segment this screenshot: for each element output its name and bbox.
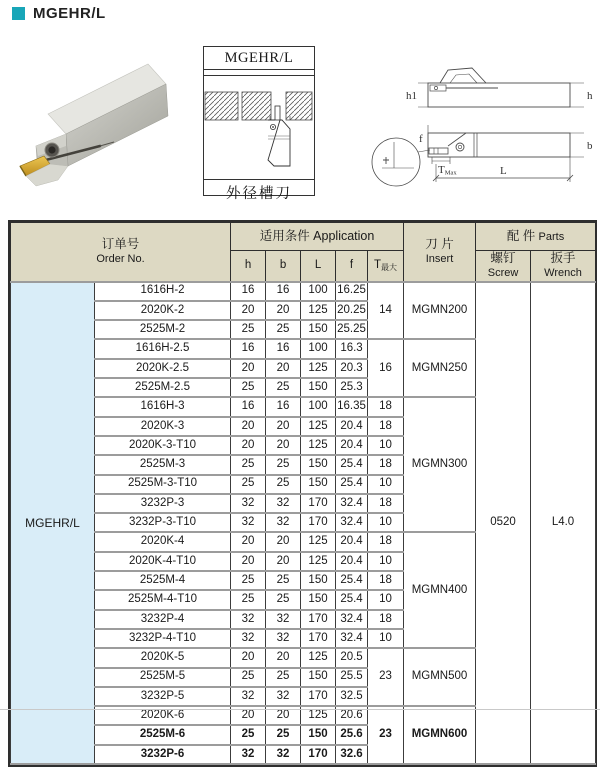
l-cell: 125 (301, 648, 336, 667)
h-cell: 20 (231, 706, 266, 725)
tool-body (268, 120, 290, 166)
f-cell: 20.5 (336, 648, 368, 667)
b-cell: 20 (266, 417, 301, 436)
order-no-cell: 2020K-3-T10 (95, 436, 231, 455)
label-b: b (587, 140, 593, 152)
l-cell: 150 (301, 725, 336, 744)
tmax-cell: 23 (368, 706, 404, 764)
b-dim-ticks (570, 133, 584, 157)
f-cell: 20.4 (336, 417, 368, 436)
b-cell: 20 (266, 552, 301, 571)
diagram-caption: 外径槽刀 (204, 179, 314, 203)
f-cell: 32.4 (336, 629, 368, 648)
l-cell: 170 (301, 494, 336, 513)
order-no-cell: 2525M-4 (95, 571, 231, 590)
detail-lines (382, 142, 414, 168)
l-cell: 125 (301, 552, 336, 571)
f-cell: 32.4 (336, 610, 368, 629)
top-view-insert-ticks (434, 148, 438, 154)
h-cell: 32 (231, 494, 266, 513)
f-cell: 20.4 (336, 552, 368, 571)
h-cell: 20 (231, 552, 266, 571)
l-cell: 170 (301, 745, 336, 764)
tmax-cell: 18 (368, 532, 404, 551)
tmax-dim (432, 157, 450, 164)
h-cell: 20 (231, 532, 266, 551)
h-cell: 20 (231, 417, 266, 436)
b-cell: 32 (266, 687, 301, 706)
b-cell: 32 (266, 745, 301, 764)
header-insert: 刀 片 Insert (404, 223, 476, 282)
b-cell: 20 (266, 706, 301, 725)
order-no-cell: 2020K-2.5 (95, 359, 231, 378)
order-no-cell: 3232P-6 (95, 745, 231, 764)
f-cell: 32.4 (336, 494, 368, 513)
l-cell: 150 (301, 455, 336, 474)
tmax-cell: 23 (368, 648, 404, 706)
order-no-cell: 2525M-3-T10 (95, 475, 231, 494)
side-view-clamp-inner (450, 74, 477, 83)
tool-holder-photo (8, 46, 188, 191)
l-cell: 150 (301, 475, 336, 494)
h-cell: 25 (231, 571, 266, 590)
insert-cell: MGMN400 (404, 532, 476, 648)
l-cell: 100 (301, 282, 336, 301)
tool-screw-dot (272, 126, 274, 128)
b-cell: 25 (266, 378, 301, 397)
label-h: h (587, 90, 593, 102)
clamp-screw-socket (48, 146, 55, 153)
tmax-cell: 18 (368, 571, 404, 590)
h-cell: 16 (231, 397, 266, 416)
b-cell: 25 (266, 320, 301, 339)
col-header-tmax: $T_{最大}$ (368, 251, 404, 282)
h-cell: 25 (231, 378, 266, 397)
page-title-bar (12, 5, 106, 22)
detail-corner-mark (383, 157, 389, 164)
tmax-cell: 14 (368, 282, 404, 340)
h-cell: 32 (231, 629, 266, 648)
f-cell: 20.4 (336, 436, 368, 455)
l-cell: 150 (301, 668, 336, 687)
order-no-cell: 2525M-5 (95, 668, 231, 687)
l-cell: 170 (301, 610, 336, 629)
header-parts: 配 件 Parts (476, 223, 596, 251)
f-cell: 25.4 (336, 455, 368, 474)
f-cell: 25.25 (336, 320, 368, 339)
f-cell: 25.4 (336, 571, 368, 590)
order-no-cell: 3232P-3-T10 (95, 513, 231, 532)
h-cell: 32 (231, 745, 266, 764)
workpiece-hatch-right (286, 92, 312, 120)
wrench-cell: L4.0 (531, 282, 596, 764)
h-cell: 25 (231, 725, 266, 744)
b-cell: 25 (266, 455, 301, 474)
f-cell: 25.6 (336, 725, 368, 744)
order-no-cell: 1616H-2 (95, 282, 231, 301)
header-order-no: 订单号 Order No. (11, 223, 231, 282)
detail-circle (372, 138, 420, 186)
tmax-cell: 16 (368, 339, 404, 397)
header-application: 适用条件 Application (231, 223, 404, 251)
order-no-cell: 2020K-4 (95, 532, 231, 551)
f-cell: 16.3 (336, 339, 368, 358)
b-cell: 32 (266, 610, 301, 629)
h-cell: 32 (231, 513, 266, 532)
f-cell: 32.6 (336, 745, 368, 764)
l-cell: 150 (301, 378, 336, 397)
b-cell: 16 (266, 282, 301, 301)
l-cell: 125 (301, 301, 336, 320)
h-cell: 20 (231, 359, 266, 378)
b-cell: 25 (266, 725, 301, 744)
col-header-L: L (301, 251, 336, 282)
spec-table (10, 222, 596, 765)
diagram-title: MGEHR/L (204, 47, 314, 70)
order-no-cell: 2020K-4-T10 (95, 552, 231, 571)
l-cell: 170 (301, 687, 336, 706)
b-cell: 25 (266, 668, 301, 687)
order-no-cell: 1616H-3 (95, 397, 231, 416)
h-cell: 25 (231, 320, 266, 339)
b-cell: 25 (266, 571, 301, 590)
f-cell: 20.4 (336, 532, 368, 551)
order-no-cell: 2525M-4-T10 (95, 590, 231, 609)
label-L: L (500, 165, 507, 177)
dimension-drawing (370, 56, 598, 206)
f-cell: 20.6 (336, 706, 368, 725)
b-cell: 20 (266, 301, 301, 320)
title-bullet-icon (12, 7, 25, 20)
l-cell: 125 (301, 706, 336, 725)
order-no-cell: 3232P-5 (95, 687, 231, 706)
tmax-cell: 10 (368, 513, 404, 532)
insert-cell: MGMN300 (404, 397, 476, 532)
side-view-screw-dot (434, 86, 437, 89)
l-cell: 170 (301, 629, 336, 648)
b-cell: 32 (266, 629, 301, 648)
tmax-cell: 10 (368, 590, 404, 609)
b-cell: 20 (266, 648, 301, 667)
b-cell: 20 (266, 359, 301, 378)
h-cell: 25 (231, 475, 266, 494)
l-cell: 125 (301, 436, 336, 455)
l-cell: 125 (301, 417, 336, 436)
f-cell: 25.5 (336, 668, 368, 687)
col-header-screw: 螺钉 Screw (476, 251, 531, 282)
tmax-cell: 18 (368, 397, 404, 416)
l-cell: 150 (301, 320, 336, 339)
h-cell: 32 (231, 687, 266, 706)
h-cell: 32 (231, 610, 266, 629)
label-h1: h1 (406, 90, 417, 102)
f-cell: 20.25 (336, 301, 368, 320)
h-cell: 25 (231, 590, 266, 609)
insert-cell: MGMN600 (404, 706, 476, 764)
b-cell: 25 (266, 590, 301, 609)
l-cell: 125 (301, 532, 336, 551)
order-no-cell: 2525M-2.5 (95, 378, 231, 397)
f-cell: 25.4 (336, 475, 368, 494)
b-cell: 32 (266, 494, 301, 513)
insert-cell: MGMN200 (404, 282, 476, 340)
order-no-cell: 3232P-3 (95, 494, 231, 513)
spec-table-body (11, 282, 596, 764)
f-cell: 32.5 (336, 687, 368, 706)
page-bottom-rule (0, 709, 600, 710)
b-cell: 16 (266, 397, 301, 416)
label-f: f (419, 133, 423, 145)
order-no-cell: 2525M-6 (95, 725, 231, 744)
col-header-b: b (266, 251, 301, 282)
tmax-cell: 10 (368, 475, 404, 494)
h-cell: 20 (231, 648, 266, 667)
l-cell: 100 (301, 397, 336, 416)
h-cell: 25 (231, 668, 266, 687)
tmax-cell: 18 (368, 610, 404, 629)
b-cell: 20 (266, 532, 301, 551)
screw-cell: 0520 (476, 282, 531, 764)
workpiece-hatch-mid (242, 92, 271, 120)
h-cell: 16 (231, 339, 266, 358)
tmax-cell: 10 (368, 552, 404, 571)
l-cell: 170 (301, 513, 336, 532)
col-header-f: f (336, 251, 368, 282)
label-tmax: TMax (438, 164, 457, 177)
h-cell: 16 (231, 282, 266, 301)
insert-cell: MGMN500 (404, 648, 476, 706)
f-cell: 20.3 (336, 359, 368, 378)
top-view-screw (456, 143, 464, 151)
l-cell: 150 (301, 590, 336, 609)
order-no-cell: 2020K-6 (95, 706, 231, 725)
tmax-cell: 10 (368, 436, 404, 455)
col-header-wrench: 扳手 Wrench (531, 251, 596, 282)
b-cell: 25 (266, 475, 301, 494)
h-cell: 20 (231, 436, 266, 455)
application-diagram-box (203, 46, 315, 202)
order-no-cell: 1616H-2.5 (95, 339, 231, 358)
l-cell: 100 (301, 339, 336, 358)
h-dim-ticks (570, 83, 584, 107)
l-cell: 150 (301, 571, 336, 590)
f-cell: 16.25 (336, 282, 368, 301)
grooving-diagram (204, 76, 313, 174)
b-cell: 20 (266, 436, 301, 455)
top-view-insert (429, 148, 448, 154)
side-view-bar (428, 83, 570, 107)
order-no-cell: 2525M-2 (95, 320, 231, 339)
workpiece-hatch-left (205, 92, 238, 120)
l-cell: 125 (301, 359, 336, 378)
side-view-screw-head (430, 85, 446, 91)
f-cell: 25.4 (336, 590, 368, 609)
order-no-cell: 2020K-2 (95, 301, 231, 320)
insert-cell: MGMN250 (404, 339, 476, 397)
h-cell: 20 (231, 301, 266, 320)
tmax-cell: 18 (368, 494, 404, 513)
order-no-cell: 2020K-5 (95, 648, 231, 667)
h-cell: 25 (231, 455, 266, 474)
f-cell: 16.35 (336, 397, 368, 416)
f-cell: 25.3 (336, 378, 368, 397)
spec-table-wrap (8, 220, 597, 767)
order-no-cell: 2020K-3 (95, 417, 231, 436)
tmax-cell: 10 (368, 629, 404, 648)
tmax-cell: 18 (368, 455, 404, 474)
top-view-screw-socket (458, 145, 461, 148)
b-cell: 16 (266, 339, 301, 358)
f-cell: 32.4 (336, 513, 368, 532)
order-no-cell: 3232P-4-T10 (95, 629, 231, 648)
b-cell: 32 (266, 513, 301, 532)
order-no-cell: 3232P-4 (95, 610, 231, 629)
h1-dim-ticks (418, 83, 428, 107)
order-no-cell: 2525M-3 (95, 455, 231, 474)
series-cell: MGEHR/L (11, 282, 95, 764)
col-header-h: h (231, 251, 266, 282)
page-title: MGEHR/L (33, 5, 106, 22)
top-view-joint-lines (474, 133, 477, 157)
side-view-clamp-bump (440, 68, 486, 83)
tmax-cell: 18 (368, 417, 404, 436)
insert-neck (275, 106, 280, 120)
